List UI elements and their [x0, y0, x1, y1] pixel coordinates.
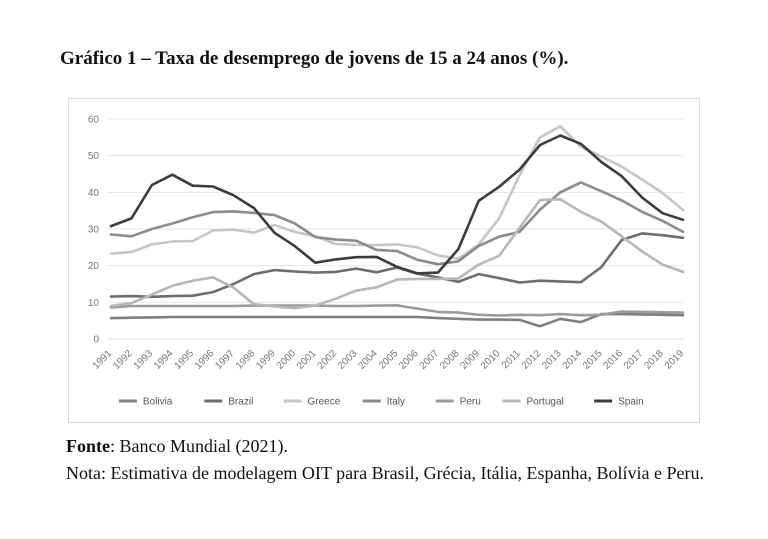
y-tick-label: 50: [87, 151, 99, 163]
series-line-peru: [111, 305, 683, 315]
x-tick-label: 2019: [662, 348, 687, 372]
legend-item-spain: [594, 397, 644, 408]
x-tick-label: 2009: [458, 348, 483, 372]
y-tick-label: 10: [87, 297, 99, 309]
legend-item-greece: [284, 397, 341, 408]
x-tick-label: 2015: [581, 348, 605, 372]
source-line: [66, 433, 716, 460]
legend-label: Portugal: [526, 396, 564, 408]
y-tick-label: 20: [87, 261, 99, 273]
legend: [119, 397, 644, 408]
chart-area: [68, 98, 700, 423]
x-tick-label: 2002: [315, 348, 340, 372]
x-tick-label: 2005: [376, 348, 401, 372]
legend-item-brazil: [204, 397, 253, 408]
line-chart: [69, 99, 701, 424]
legend-item-portugal: [503, 397, 564, 408]
legend-label: Greece: [307, 396, 341, 408]
legend-label: Peru: [459, 396, 481, 408]
x-tick-label: 2007: [417, 348, 442, 372]
x-tick-label: 1997: [213, 348, 237, 372]
x-tick-label: 2017: [621, 348, 646, 372]
x-tick-label: 2012: [519, 348, 544, 372]
legend-item-italy: [363, 397, 405, 408]
x-tick-label: 2018: [642, 348, 666, 372]
series-line-brazil: [111, 233, 683, 296]
x-tick-label: 2014: [560, 348, 585, 372]
x-tick-label: 2006: [397, 348, 421, 372]
x-tick-label: 2003: [335, 348, 360, 372]
x-tick-label: 1995: [172, 348, 197, 372]
x-tick-label: 2013: [540, 348, 564, 372]
x-axis-ticks: [91, 348, 687, 372]
series-line-spain: [111, 136, 683, 274]
legend-label: Italy: [386, 396, 406, 408]
source-text: : Banco Mundial (2021).: [110, 436, 288, 456]
x-tick-label: 1996: [192, 348, 217, 372]
x-tick-label: 2001: [295, 348, 319, 372]
y-tick-label: 30: [87, 224, 99, 236]
series-line-italy: [111, 182, 683, 264]
x-tick-label: 1994: [152, 348, 176, 372]
y-tick-label: 40: [87, 187, 99, 199]
chart-title: Gráfico 1 – Taxa de desemprego de jovens de 15 a 24 anos (%).: [60, 48, 569, 69]
x-tick-label: 1998: [233, 348, 258, 372]
x-tick-label: 2010: [478, 348, 503, 372]
legend-item-bolivia: [119, 397, 173, 408]
x-tick-label: 2008: [438, 348, 462, 372]
legend-label: Bolivia: [142, 396, 173, 408]
legend-item-peru: [436, 397, 481, 408]
y-axis-ticks: [88, 115, 100, 346]
note-text: Nota: Estimativa de modelagem OIT para Brasil, Grécia, Itália, Espanha, Bolívia e Peru.: [66, 463, 704, 483]
x-tick-label: 1993: [131, 348, 156, 372]
x-tick-label: 1992: [111, 348, 135, 372]
legend-label: Spain: [618, 396, 644, 408]
series-lines: [111, 126, 683, 326]
source-label: Fonte: [66, 436, 110, 456]
y-tick-label: 60: [87, 114, 99, 126]
source-block: [66, 433, 716, 487]
legend-label: Brazil: [228, 396, 254, 408]
x-tick-label: 2004: [356, 348, 380, 372]
x-tick-label: 1999: [254, 348, 278, 372]
y-tick-label: 0: [93, 334, 99, 346]
x-tick-label: 2016: [601, 348, 626, 372]
x-tick-label: 2000: [274, 348, 299, 372]
x-tick-label: 1991: [90, 348, 115, 372]
x-tick-label: 2011: [499, 348, 523, 372]
